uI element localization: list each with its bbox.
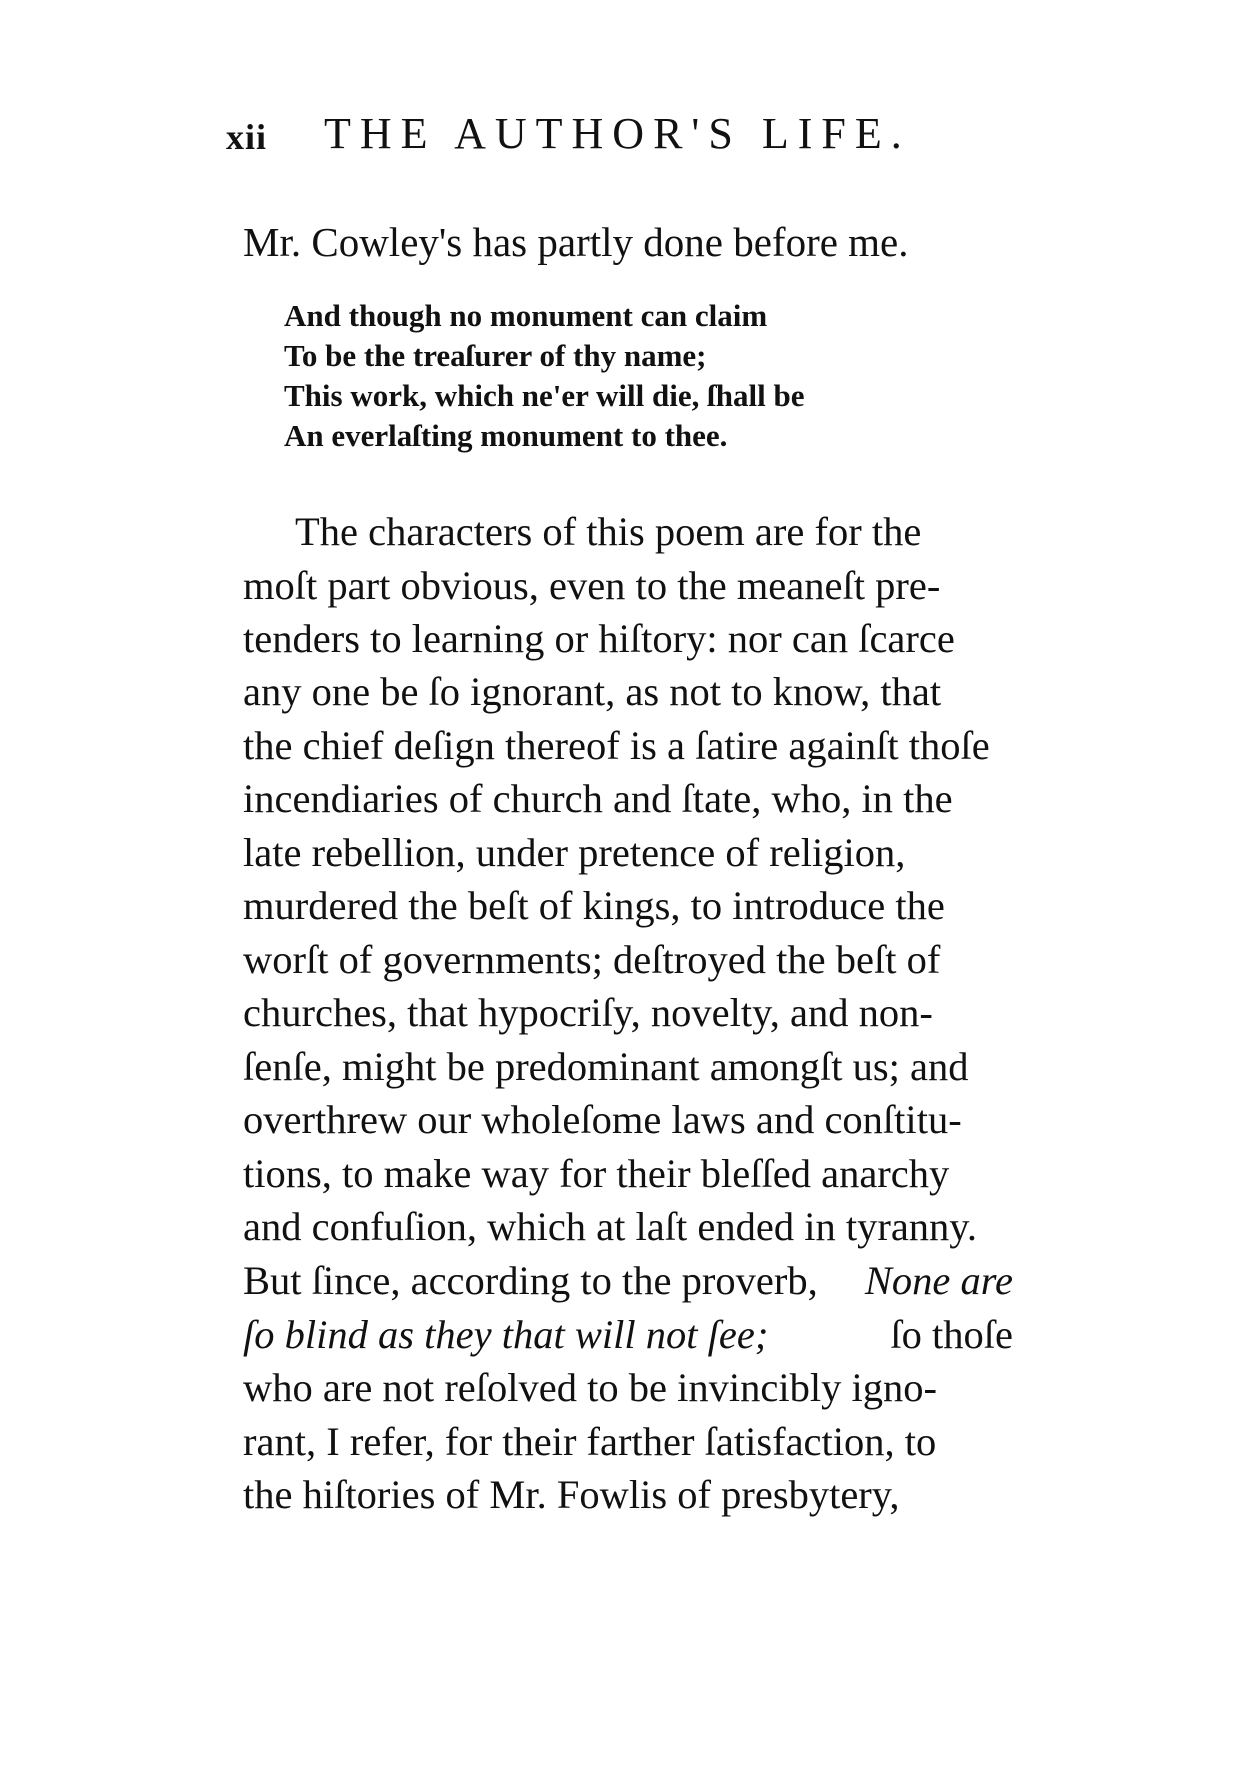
body-line-19: the hiſtories of Mr. Fowlis of presbytery, bbox=[243, 1472, 900, 1517]
page-number: xii bbox=[226, 117, 268, 157]
proverb-part-2: ſo blind as they that will not ſee; bbox=[243, 1312, 769, 1357]
body-line-1: The characters of this poem are for the bbox=[295, 509, 922, 554]
body-line-5: the chief deſign thereof is a ſatire againſt thoſe bbox=[243, 723, 990, 768]
body-line-10: churches, that hypocriſy, novelty, and non- bbox=[243, 990, 933, 1035]
body-line-6: incendiaries of church and ſtate, who, in the bbox=[243, 776, 953, 821]
body-line-11: ſenſe, might be predominant amongſt us; and bbox=[243, 1044, 969, 1089]
body-line-12: overthrew our wholeſome laws and conſtitu- bbox=[243, 1097, 962, 1142]
lead-line: Mr. Cowley's has partly done before me. bbox=[243, 219, 909, 265]
verse-line-1: And though no monument can claim bbox=[284, 298, 768, 333]
body-line-14: and confuſion, which at laſt ended in tyranny. bbox=[243, 1204, 978, 1249]
body-line-9: worſt of governments; deſtroyed the beſt of bbox=[243, 937, 941, 982]
body-line-2: moſt part obvious, even to the meaneſt pre- bbox=[243, 563, 941, 608]
verse-line-4: An everlaſting monument to thee. bbox=[284, 418, 728, 453]
proverb-part-1: None are bbox=[864, 1258, 1013, 1303]
running-head-title: THE AUTHOR'S LIFE. bbox=[324, 109, 911, 158]
body-line-18: rant, I refer, for their farther ſatisfaction, to bbox=[243, 1419, 937, 1464]
body-line-16 bbox=[243, 1312, 1013, 1357]
body-line-3: tenders to learning or hiſtory: nor can ſcarce bbox=[243, 616, 955, 661]
body-line-15-roman: But ſince, according to the proverb, bbox=[243, 1258, 818, 1303]
body-line-15 bbox=[243, 1258, 1013, 1303]
body-line-4: any one be ſo ignorant, as not to know, that bbox=[243, 669, 942, 714]
body-line-8: murdered the beſt of kings, to introduce the bbox=[243, 883, 945, 928]
body-line-13: tions, to make way for their bleſſed anarchy bbox=[243, 1151, 950, 1196]
body-line-7: late rebellion, under pretence of religion, bbox=[243, 830, 906, 875]
body-line-16-roman: ſo thoſe bbox=[890, 1312, 1013, 1357]
body-line-17: who are not reſolved to be invincibly igno- bbox=[243, 1365, 937, 1410]
verse-line-3: This work, which ne'er will die, ſhall be bbox=[284, 378, 805, 413]
running-head bbox=[226, 108, 986, 168]
verse-line-2: To be the treaſurer of thy name; bbox=[284, 338, 707, 373]
